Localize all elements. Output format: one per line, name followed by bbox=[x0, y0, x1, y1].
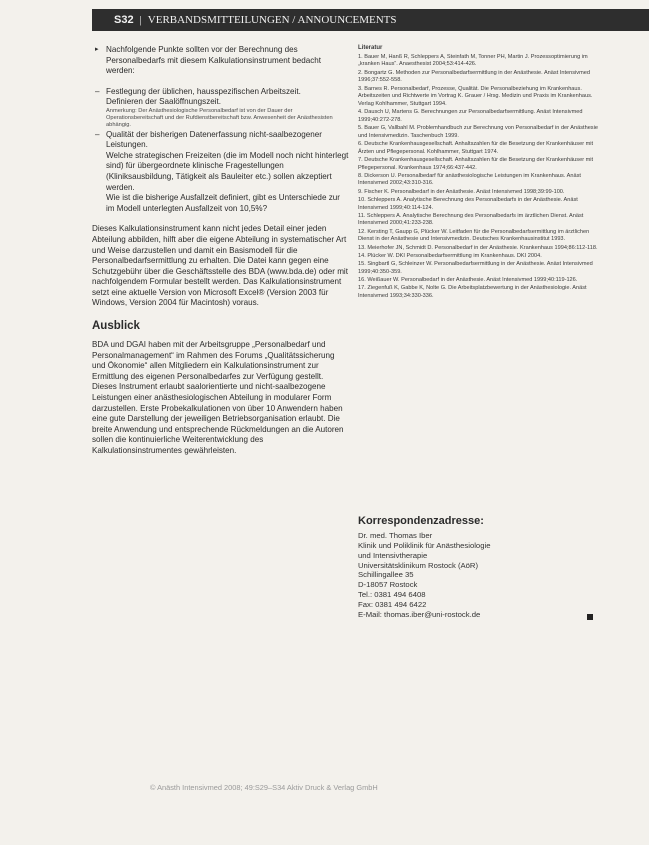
page-header bbox=[92, 9, 649, 31]
reference-item: 7. Deutsche Krankenhausgesellschaft. Anhaltszahlen für die Besetzung der Krankenhäuser mit Pflegepersonal. Krankenhaus 1974;66:437-442. bbox=[358, 156, 594, 171]
reference-item: 10. Schleppers A. Analytische Berechnung des Personalbedarfs in der Anästhesie. Anäst Intensivmed 1999;40:114-124. bbox=[358, 196, 578, 211]
left-column bbox=[92, 45, 350, 457]
address-line: Klinik und Poliklinik für Anästhesiologie bbox=[358, 540, 491, 550]
reference-item: 1. Bauer M, Hanß R, Schleppers A, Steinfath M, Tonner PH, Martin J. Prozessoptimierung im „kranken Haus“. Anaesthesist 2004;53:414-426. bbox=[358, 53, 588, 68]
list-item: Welche strategischen Freizeiten (die im Modell noch nicht hinterlegt sind) für übergeordnete klinische Fragestellungen (Kliniksausbildung, Tätigkeit als Bauleiter etc.) sollen akzeptiert werden. bbox=[106, 150, 349, 192]
correspondence-address bbox=[358, 531, 490, 620]
references-column bbox=[358, 45, 602, 301]
header-divider: | bbox=[139, 14, 142, 26]
address-line: Tel.: 0381 494 6408 bbox=[358, 590, 426, 600]
section-title: VERBANDSMITTEILUNGEN / ANNOUNCEMENTS bbox=[147, 14, 397, 26]
reference-item: 17. Ziegenfuß K, Gabbe K, Nolte G. Die Arbeitsplatzbewertung in der Anästhesiologie. Anäst Intensivmed 1993;34:330-336. bbox=[358, 285, 587, 299]
page-footer: © Anästh Intensivmed 2008; 49:S29–S34 Aktiv Druck & Verlag GmbH bbox=[150, 783, 378, 792]
page-number: S32 bbox=[114, 14, 134, 26]
address-line: Universitätsklinikum Rostock (AöR) bbox=[358, 560, 479, 570]
reference-item: 8. Dickerson U. Personalbedarf für anästhesiologische Leistungen im Krankenhaus. Anäst Intensivmed 2002;43:310-316. bbox=[358, 172, 581, 187]
address-line: und Intensivtherapie bbox=[358, 550, 428, 560]
reference-item: 12. Kersting T, Gaupp G, Plücker W. Leitfaden für die Personalbedarfsermittlung im ärztlichen Dienst in der Anästhesie und Intensivmedizin. Deutsches Krankenhausinstitut 1993. bbox=[358, 228, 590, 243]
reference-item: 3. Barnes R. Personalbedarf, Prozesse, Qualität. Die Personalbeziehung im Krankenhaus. Arbeitszeiten und Richtwerte im Vortrag K. Grauer / Hrsg. Medizin und Praxis im Krankenhaus. Verlag Kohlhammer, Stuttgart 1994. bbox=[358, 85, 593, 107]
reference-item: 15. Singbartl G, Schleinzer W. Personalbedarfsermittlung in der Anästhesie. Anäst Intensivmed 1999;40:350-359. bbox=[358, 260, 593, 275]
email-line: E-Mail: thomas.iber@uni-rostock.de bbox=[358, 609, 481, 619]
correspondence-heading: Korrespondenzadresse: bbox=[358, 515, 484, 527]
body-paragraph: BDA und DGAI haben mit der Arbeitsgruppe „Personalbedarf und Personalmanagement“ im Rahmen des Forums „Qualitätssicherung und Ökonomie“ allen Mitgliedern ein Kalkulationsinstrument zur Ermittlung des eigenen Personalbedarfes zur Verfügung gestellt. Dieses Instrument erlaubt saalorientierte und nicht-saalbezogene Leistungen einer anästhesiologischen Abteilung in modularer Form darzustellen. Erste Probekalkulationen von über 10 Anwendern haben eine gute Darstellung der jeweiligen Betriebsorganisation erlaubt. Die breite Anwendung und entsprechende Rückmeldungen an die Autoren sollen die kontinuierliche Weiterentwicklung des Kalkulationsinstrumentes gewährleisten. bbox=[92, 340, 344, 456]
references-title: Literatur bbox=[358, 45, 383, 51]
note-text: Anmerkung: Der Anästhesiologische Personalbedarf ist von der Dauer der Operationsbereitschaft und der Rufdienstbereitschaft bzw. Anwesenheit der Anästhesisten abhängig. bbox=[106, 107, 333, 129]
reference-item: 11. Schleppers A. Analytische Berechnung des Personalbedarfs im ärztlichen Dienst. Anäst Intensivmed 2000;41:233-238. bbox=[358, 212, 584, 227]
list-item: – Festlegung der üblichen, hausspezifischen Arbeitszeit. bbox=[92, 87, 350, 98]
reference-item: 2. Bongartz G. Methoden zur Personalbedarfsermittlung in der Anästhesie. Anäst Intensivmed 1996;37:552-558. bbox=[358, 69, 590, 84]
reference-item: 4. Dausch U, Martens G. Berechnungen zur Personalbedarfsermittlung. Anäst Intensivmed 1999;40:272-278. bbox=[358, 109, 583, 123]
end-of-article-mark bbox=[587, 614, 593, 620]
list-item: Definieren der Saalöffnungszeit. bbox=[106, 97, 222, 107]
address-line: Fax: 0381 494 6422 bbox=[358, 599, 427, 609]
list-item: Wie ist die bisherige Ausfallzeit definiert, gibt es Unterschiede zur im Modell unterlegten Ausfallzeit von 10,5%? bbox=[106, 193, 340, 213]
intro-bullet: ▸ Nachfolgende Punkte sollten vor der Berechnung des Personalbedarfs mit diesem Kalkulationsinstrument bedacht werden: bbox=[92, 45, 350, 77]
reference-item: 14. Plücker W. DKI Personalbedarfsermittlung im Krankenhaus. DKI 2004. bbox=[358, 252, 542, 259]
reference-item: 16. Weißauer W. Personalbedarf in der Anästhesie. Anäst Intensivmed 1999;40:119-126. bbox=[358, 276, 578, 283]
address-line: Dr. med. Thomas Iber bbox=[358, 531, 433, 540]
section-heading: Ausblick bbox=[92, 320, 140, 333]
list-item: – Qualität der bisherigen Datenerfassung nicht-saalbezogener Leistungen. bbox=[92, 130, 350, 151]
reference-item: 9. Fischer K. Personalbedarf in der Anästhesie. Anäst Intensivmed 1998;39:99-100. bbox=[358, 188, 565, 195]
reference-item: 6. Deutsche Krankenhausgesellschaft. Anhaltszahlen für die Besetzung der Krankenhäuser mit Ärzten und Pflegepersonal. Kohlhammer, Stuttgart 1974. bbox=[358, 140, 594, 155]
address-line: Schillingallee 35 bbox=[358, 570, 414, 580]
body-paragraph: Dieses Kalkulationsinstrument kann nicht jedes Detail einer jeden Abteilung abbilden, hilft aber die eigene Abteilung in systematischer Art und Weise darzustellen und damit ein Basismodell für die Personalbedarfsermittlung zu erhalten. Die Datei kann gegen eine Schutzgebühr über die Geschäftsstelle des BDA (www.bda.de) oder mit nachfolgendem Formular bestellt werden. Das Kalkulationsinstrument setzt eine aktuelle Version von Microsoft Excel® (Version 2003 für Windows, Version 2004 für Macintosh) voraus. bbox=[92, 224, 348, 308]
reference-item: 5. Bauer G, Vallbahl M. Problemhandbuch zur Berechnung von Personalbedarf in der Anästhesie und Intensivmedizin. Taschenbuch 1999. bbox=[358, 125, 598, 139]
reference-item: 13. Meierhofer JN, Schmidt D. Personalbedarf in der Anästhesie. Krankenhaus 1994;86:112-118. bbox=[358, 244, 598, 251]
address-line: D-18057 Rostock bbox=[358, 580, 418, 590]
